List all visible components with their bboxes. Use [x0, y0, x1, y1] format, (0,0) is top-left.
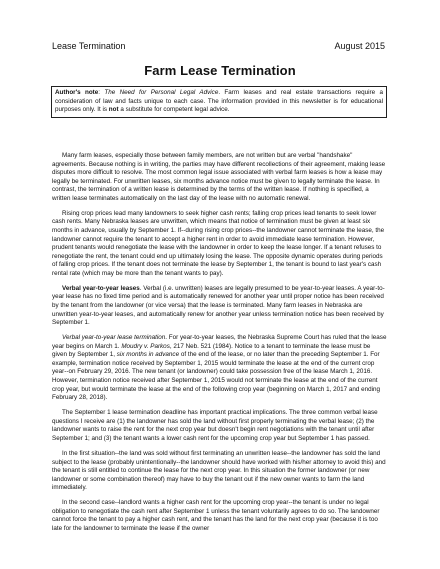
authors-note-box	[51, 86, 387, 118]
page-header	[52, 41, 385, 51]
note-book-title: The Need for Personal Legal Advice	[104, 89, 219, 96]
paragraph-verbal-leases	[52, 285, 387, 328]
note-not: not	[108, 106, 119, 113]
advance-notice-phrase: six months in advance	[116, 351, 180, 359]
paragraph-deadline: The September 1 lease termination deadline has important practical implications. The three common verbal lease questions I receive are (1) the landowner has sold the land without first properly terminating the verbal lease; (2) the landowner wants to raise the rent for the next crop year but doesn't begin rent negotiations with the tenant until after September 1; and (3) the tenant wants a lower cash rent for the upcoming crop year but September 1 has passed.	[52, 409, 378, 442]
paragraph-lease-termination	[52, 334, 387, 403]
termination-text-2: , 217 Neb. 521 (1984). Notice to a tenant to terminate the lease must be given by September 1,	[52, 342, 371, 359]
article-body	[52, 152, 387, 540]
paragraph-first-situation: In the first situation--the land was sold without first terminating an unwritten lease--the landowner has sold the land subject to the lease (probably unintentionally--the landowner should have worked with his/her attorney to avoid this) and the tenant is still entitled to continue the lease for the next crop year. In this situation the former landowner (or new landowner or some combination thereof) may have to buy the tenant out if the new owner wants to farm the land immediately.	[52, 449, 386, 492]
note-text-2: a substitute for competent legal advice.	[118, 106, 230, 113]
paragraph-intro: Many farm leases, especially those between family members, are not written but are verbal "handshake" agreements. Because nothing is in writing, the parties may have different recollections of their agreement, making lease disputes more difficult to resolve. The most common legal issue associated with verbal farm leases is how a lease may legally be terminated. For unwritten leases, six months advance notice must be given to legally terminate the lease. In contrast, the termination of a written lease is determined by the terms of the written lease. If nothing is specified, a written lease terminates automatically on the last day of the lease with no automatic renewal.	[52, 152, 386, 202]
verbal-leases-heading: Verbal year-to-year leases	[62, 284, 140, 292]
termination-text-3: of the end of the lease, or no later than the preceding September 1. For example, termination notice received by September 1, 2015 would terminate the lease at the end of the current crop year--on February 29, 2016. The new tenant (or landowner) could take possession free of the lease March 1, 2016. However, termination notice received after September 1, 2015 would not terminate the lease at the end of the current crop year, but would terminate the lease at the end of the following crop year (beginning on March 1, 2017 and ending February 28, 2018).	[52, 351, 381, 402]
verbal-leases-text: . Verbal (i.e. unwritten) leases are legally presumed to be year-to-year leases. A year-to-year lease has no fixed time period and is automatically renewed for another year until proper notice has been received by the tenant from the landowner (or vice versa) that the lease is terminated. Many farm leases in Nebraska are unwritten year-to-year leases, and automatically renew for another year unless termination notice has been received by September 1.	[52, 284, 385, 327]
lease-termination-heading: Verbal year-to-year lease termination	[62, 334, 166, 342]
termination-text-1: . For year-to-year leases, the Nebraska Supreme Court has ruled that the lease year begins on March 1.	[52, 334, 387, 350]
note-text-1: . Farm leases and real estate transactions require a consideration of law and facts unique to each case. The information provided in this newsletter is for educational purposes only. It is	[55, 89, 383, 113]
page-title: Farm Lease Termination	[144, 63, 296, 78]
header-date: August 2015	[334, 41, 385, 51]
note-label: Author's note	[55, 89, 99, 96]
header-topic: Lease Termination	[52, 41, 126, 51]
case-citation: Moudry v. Parkos	[121, 342, 170, 350]
note-colon: :	[98, 89, 105, 96]
paragraph-second-case: In the second case--landlord wants a higher cash rent for the upcoming crop year--the tenant is under no legal obligation to renegotiate the cash rent after September 1 unless the tenant voluntarily agrees to do so. The landowner cannot force the tenant to pay a higher cash rent, and the tenant has the land for the next crop year (because it is too late for the landowner to terminate the lease if the owner	[52, 499, 380, 532]
paragraph-crop-prices: Rising crop prices lead many landowners to seek higher cash rents; falling crop prices lead tenants to seek lower cash rents. Many Nebraska leases are unwritten, which means that notice of termination must be given at least six months in advance, usually by September 1. If--during rising crop prices--the landowner cannot terminate the lease, the landowner cannot require the tenant to accept a higher rent in order to avoid immediate lease termination. However, prudent tenants would renegotiate the lease with the landowner in order to keep the lease longer. If a tenant refuses to renegotiate the rent, the tenant could end up ultimately losing the lease. The opposite dynamic operates during periods of falling crop prices. If the tenant does not terminate the lease by September 1, the tenant is bound to last year's cash rental rate (which may be more than the tenant wants to pay).	[52, 209, 385, 277]
